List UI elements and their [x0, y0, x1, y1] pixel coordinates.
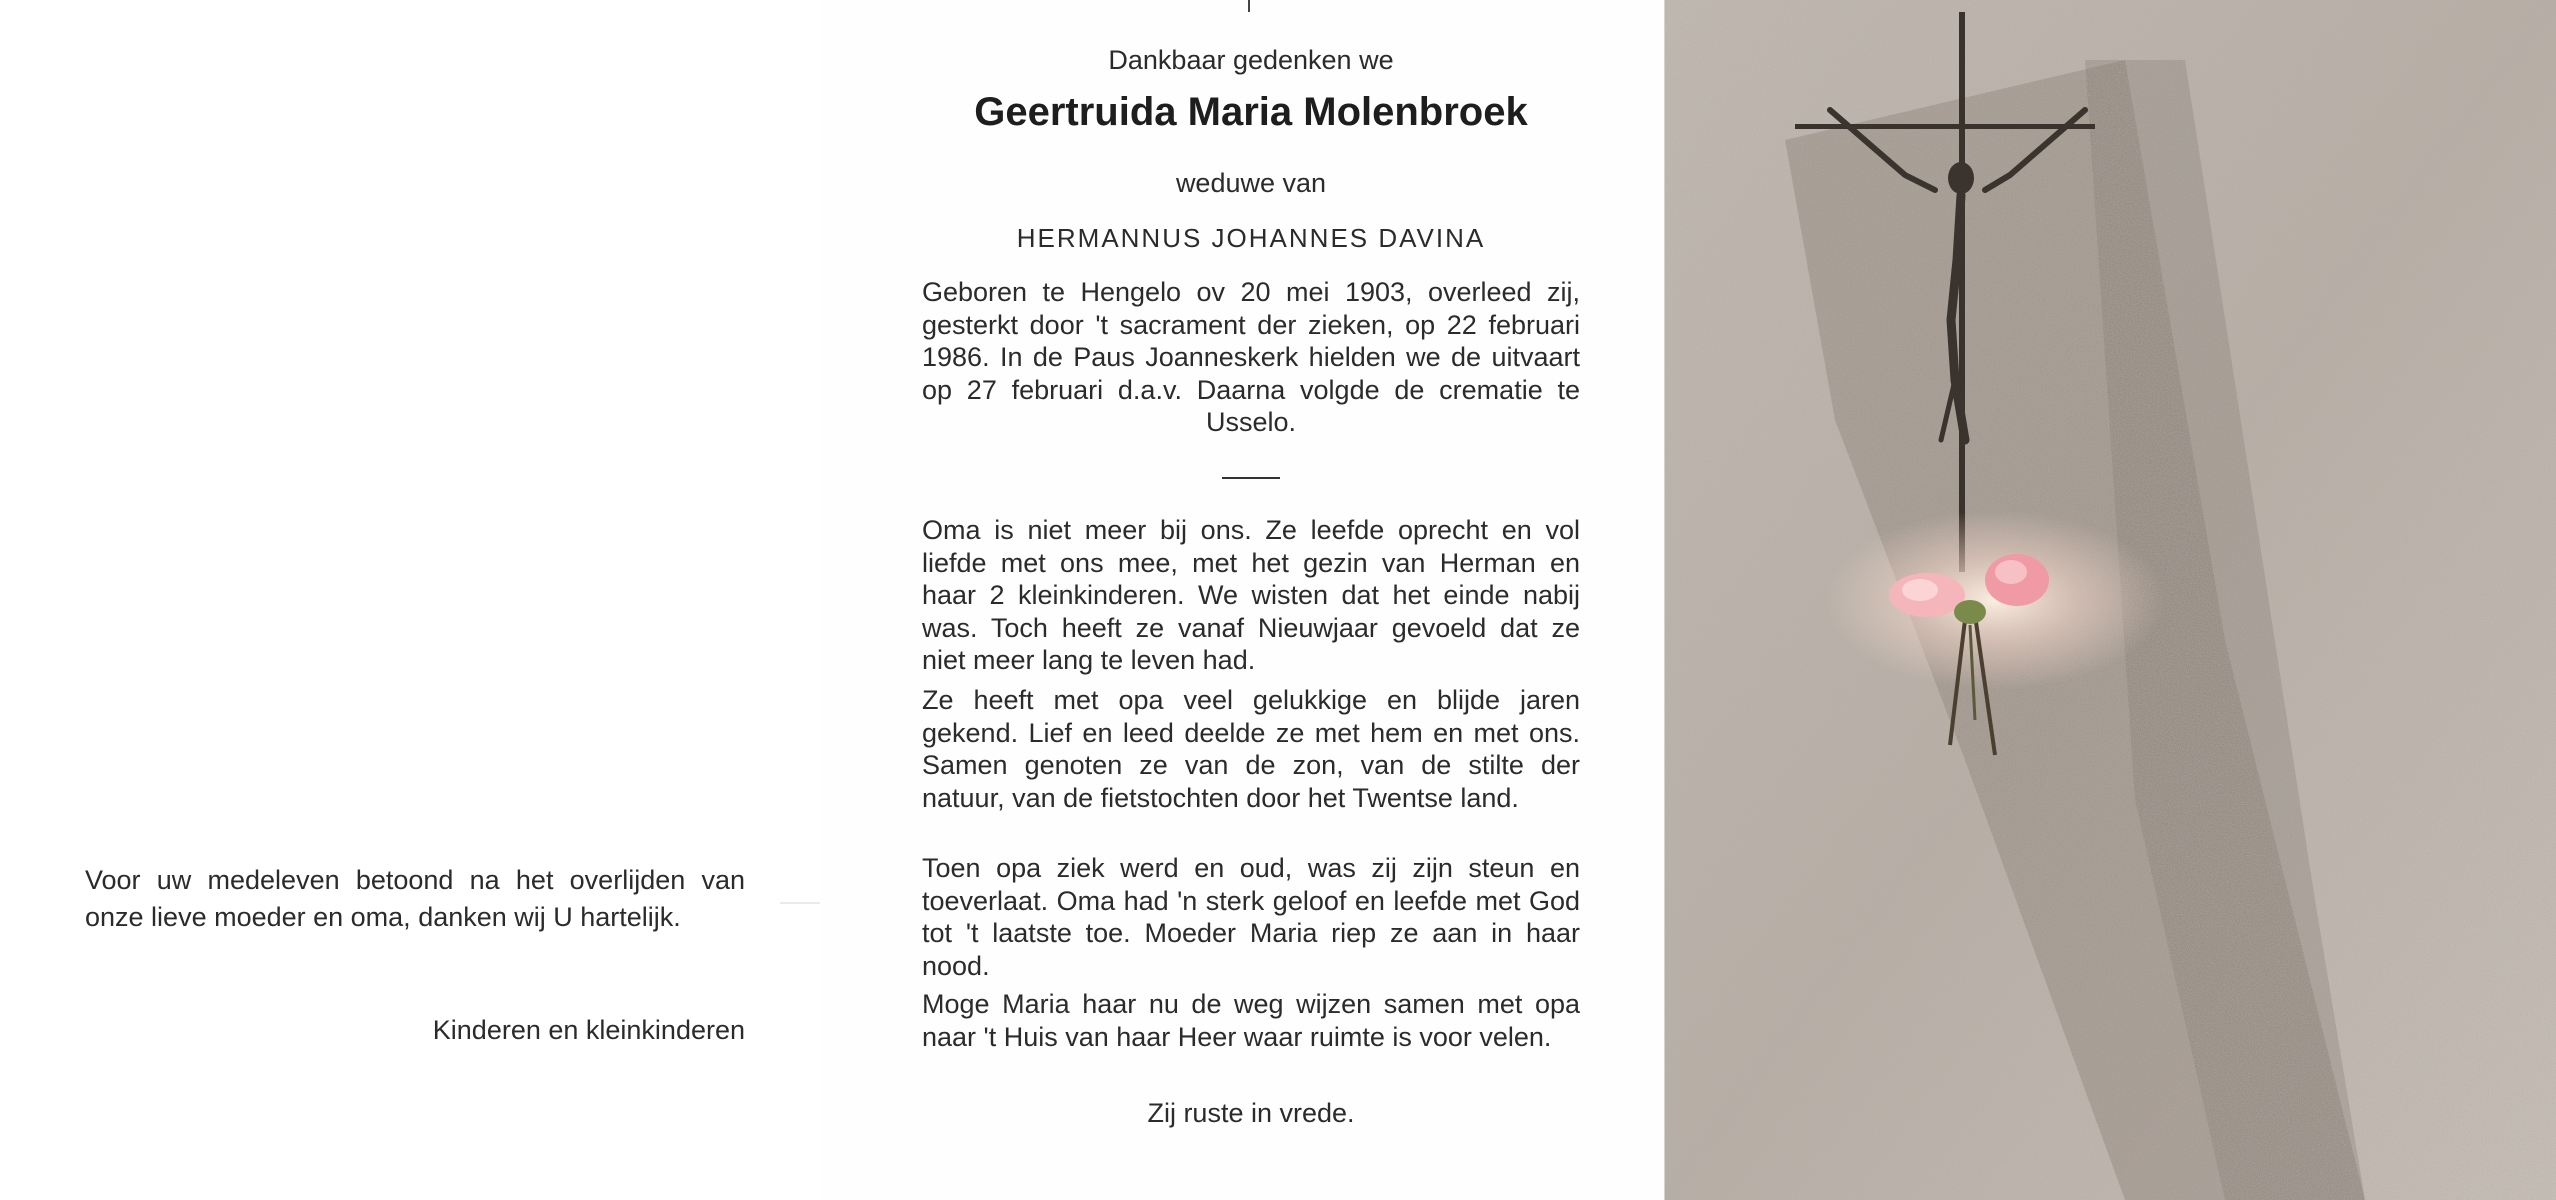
paragraph-1: Oma is niet meer bij ons. Ze leefde oprecht en vol liefde met ons mee, met het gezin van Herman en haar 2 kleinkinderen. We wisten dat het einde nabij was. Toch heeft ze vanaf Nieuwjaar gevoeld dat ze niet meer lang te leven had. — [922, 515, 1580, 675]
widow-of-line: weduwe van — [1175, 168, 1327, 198]
thanks-message: Voor uw medeleven betoond na het overlijden van onze lieve moeder en oma, danken wij U hartelijk. — [85, 865, 745, 932]
cross-vertical-bar — [1959, 12, 1965, 572]
cross-horizontal-bar — [1795, 124, 2095, 129]
deceased-name: Geertruida Maria Molenbroek — [974, 90, 1528, 134]
left-panel — [0, 0, 820, 1200]
fold-mark — [1248, 0, 1250, 12]
divider-line — [1222, 477, 1280, 479]
paragraph-2: Ze heeft met opa veel gelukkige en blijde jaren gekend. Lief en leed deelde ze met hem en met ons. Samen genoten ze van de zon, van de stilte der natuur, van de fietstochten door het Twentse land. — [922, 685, 1580, 813]
biography: Geboren te Hengelo ov 20 mei 1903, overleed zij, gesterkt door 't sacrament der zieken, op 22 februari 1986. In de Paus Joanneskerk hielden we de uitvaart op 27 februari d.a.v. Daarna volgde de crematie te Usselo. — [922, 277, 1580, 437]
intro-line: Dankbaar gedenken we — [1108, 45, 1394, 75]
closing-line: Zij ruste in vrede. — [1147, 1098, 1355, 1128]
paragraph-3: Toen opa ziek werd en oud, was zij zijn steun en toeverlaat. Oma had 'n sterk geloof en leefde met God tot 't laatste toe. Moeder Maria riep ze aan in haar nood. — [922, 853, 1580, 981]
signoff: Kinderen en kleinkinderen — [432, 1015, 745, 1045]
crucifix-photo-image — [1665, 0, 2556, 1200]
crucifix-photo — [1665, 0, 2556, 1200]
husband-name: HERMANNUS JOHANNES DAVINA — [1016, 223, 1486, 253]
paragraph-4: Moge Maria haar nu de weg wijzen samen met opa naar 't Huis van haar Heer waar ruimte is voor velen. — [922, 989, 1580, 1052]
